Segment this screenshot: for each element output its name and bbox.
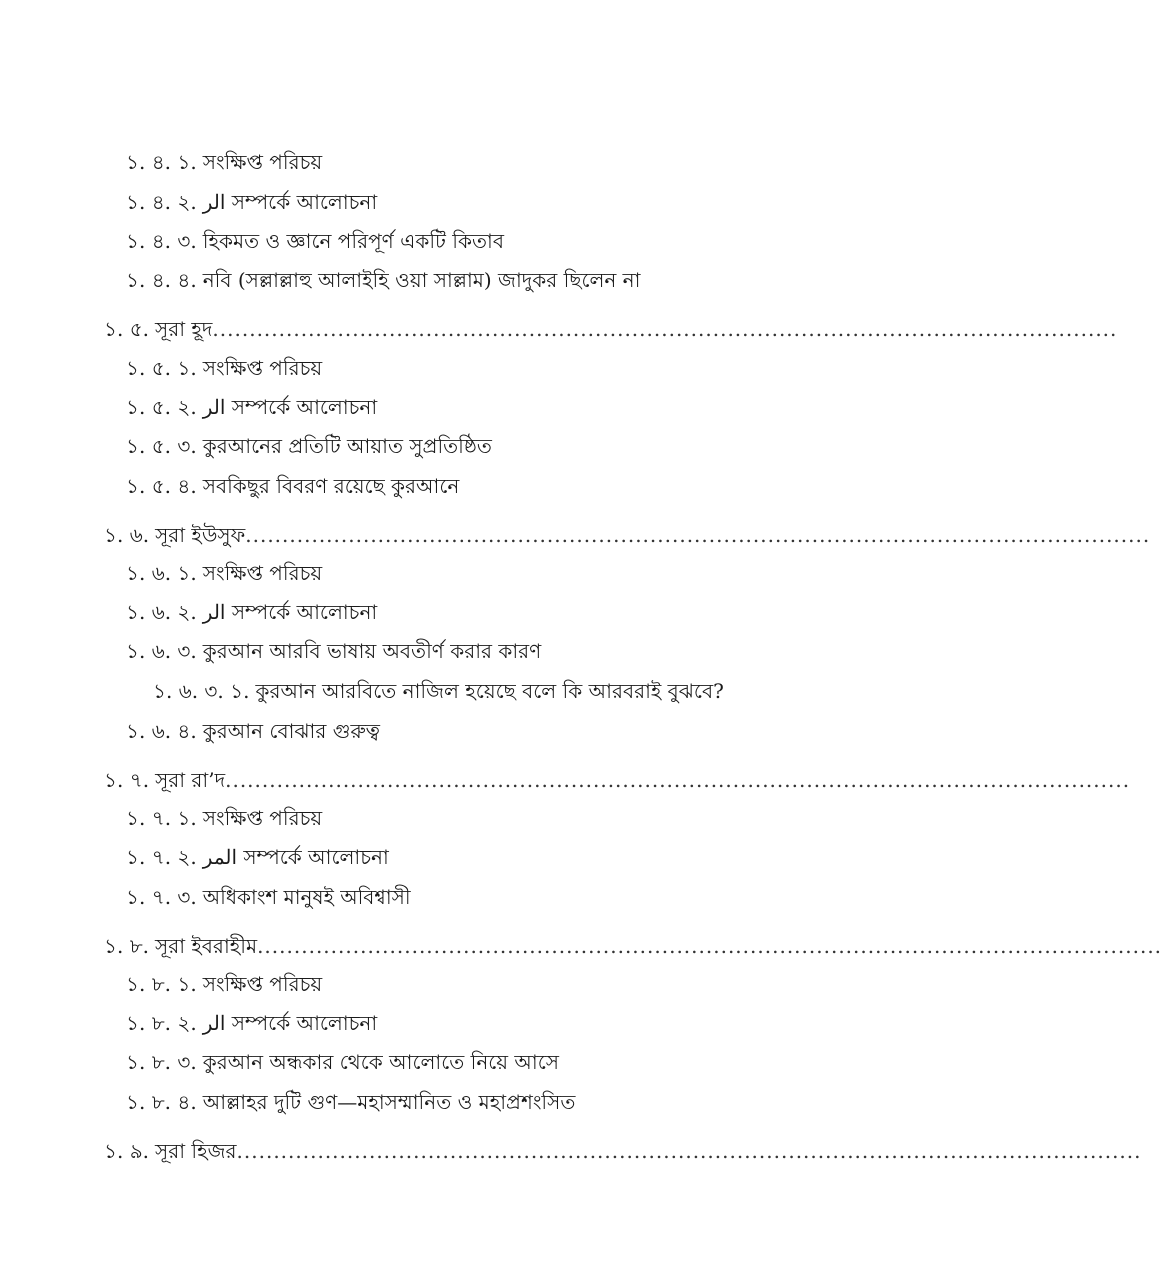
toc-subsubsection-entry [153, 678, 724, 704]
entry-title: সূরা হিজর [155, 1139, 237, 1163]
entry-number: ১. ৪. ১. [126, 150, 197, 174]
entry-title: সংক্ষিপ্ত পরিচয় [202, 972, 323, 996]
toc-subsection-entry [126, 1049, 559, 1075]
entry-title: অধিকাংশ মানুষই অবিশ্বাসী [202, 885, 411, 909]
entry-title: কুরআন অন্ধকার থেকে আলোতে নিয়ে আসে [202, 1050, 560, 1074]
entry-number: ১. ৭. [104, 768, 150, 792]
entry-number: ১. ৪. ৪. [126, 268, 197, 292]
toc-subsection-entry [126, 718, 380, 744]
entry-number: ১. ৭. ২. [126, 845, 197, 869]
entry-number: ১. ৭. ১. [126, 806, 197, 830]
entry-title: নবি (সল্লাল্লাহু আলাইহি ওয়া সাল্লাম) জাদুকর ছিলেন না [202, 268, 641, 292]
entry-number: ১. ৬. ২. [126, 600, 197, 624]
dot-leader: ........................................................................................................................... [245, 523, 1151, 547]
entry-title: সূরা হূদ [155, 317, 213, 341]
entry-title: সূরা ইউসুফ [155, 523, 246, 547]
entry-title: কুরআন আরবিতে নাজিল হয়েছে বলে কি আরবরাই বুঝবে? [255, 679, 724, 703]
toc-subsection-entry [126, 971, 322, 997]
toc-subsection-entry [126, 473, 459, 499]
entry-title: কুরআন বোঝার গুরুত্ব [202, 719, 381, 743]
entry-title: الر সম্পর্কে আলোচনা [202, 1011, 378, 1035]
entry-number: ১. ৬. ১. [126, 561, 197, 585]
entry-number: ১. ৪. ২. [126, 190, 197, 214]
entry-number: ১. ৫. ২. [126, 395, 197, 419]
toc-subsection-entry [126, 149, 322, 175]
entry-title: সূরা রা’দ [155, 768, 226, 792]
entry-title: সংক্ষিপ্ত পরিচয় [202, 150, 323, 174]
entry-number: ১. ৮. [104, 934, 150, 958]
entry-number: ১. ৪. ৩. [126, 229, 197, 253]
entry-title: কুরআনের প্রতিটি আয়াত সুপ্রতিষ্ঠিত [202, 434, 492, 458]
entry-title: الر সম্পর্কে আলোচনা [202, 600, 378, 624]
entry-number: ১. ৯. [104, 1139, 150, 1163]
toc-subsection-entry [126, 355, 322, 381]
entry-title: আল্লাহর দুটি গুণ—মহাসম্মানিত ও মহাপ্রশংসিত [202, 1090, 576, 1114]
entry-title: সবকিছুর বিবরণ রয়েছে কুরআনে [202, 474, 460, 498]
toc-subsection-entry [126, 560, 322, 586]
toc-subsection-entry [126, 599, 377, 625]
entry-number: ১. ৫. ১. [126, 356, 197, 380]
entry-number: ১. ৬. ৩. ১. [153, 679, 250, 703]
toc-subsection-entry [126, 884, 411, 910]
entry-title: সংক্ষিপ্ত পরিচয় [202, 561, 323, 585]
dot-leader: ........................................................................................................................... [212, 317, 1118, 341]
entry-number: ১. ৮. ৩. [126, 1050, 197, 1074]
entry-title: সংক্ষিপ্ত পরিচয় [202, 356, 323, 380]
entry-title: কুরআন আরবি ভাষায় অবতীর্ণ করার কারণ [202, 639, 542, 663]
toc-subsection-entry [126, 844, 389, 870]
toc-subsection-entry [126, 638, 541, 664]
toc-section-entry [104, 522, 1151, 548]
dot-leader: ........................................................................................................................... [257, 934, 1162, 958]
entry-number: ১. ৫. ৪. [126, 474, 197, 498]
entry-number: ১. ৭. ৩. [126, 885, 197, 909]
entry-number: ১. ৮. ১. [126, 972, 197, 996]
toc-subsection-entry [126, 1010, 377, 1036]
toc-subsection-entry [126, 1089, 575, 1115]
toc-subsection-entry [126, 433, 492, 459]
toc-section-entry [104, 767, 1131, 793]
entry-title: المر সম্পর্কে আলোচনা [202, 845, 389, 869]
entry-number: ১. ৬. ৩. [126, 639, 197, 663]
dot-leader: ........................................................................................................................... [236, 1139, 1142, 1163]
toc-subsection-entry [126, 267, 640, 293]
dot-leader: ........................................................................................................................... [225, 768, 1131, 792]
entry-number: ১. ৬. [104, 523, 150, 547]
entry-number: ১. ৫. [104, 317, 150, 341]
toc-subsection-entry [126, 394, 377, 420]
toc-section-entry [104, 933, 1162, 959]
entry-number: ১. ৬. ৪. [126, 719, 197, 743]
toc-section-entry [104, 1138, 1142, 1164]
toc-section-entry [104, 316, 1118, 342]
entry-title: الر সম্পর্কে আলোচনা [202, 395, 378, 419]
toc-subsection-entry [126, 228, 504, 254]
entry-title: সূরা ইবরাহীম [155, 934, 258, 958]
entry-number: ১. ৫. ৩. [126, 434, 197, 458]
toc-subsection-entry [126, 805, 322, 831]
entry-number: ১. ৮. ৪. [126, 1090, 197, 1114]
entry-title: সংক্ষিপ্ত পরিচয় [202, 806, 323, 830]
entry-title: হিকমত ও জ্ঞানে পরিপূর্ণ একটি কিতাব [202, 229, 504, 253]
toc-subsection-entry [126, 189, 377, 215]
entry-title: الر সম্পর্কে আলোচনা [202, 190, 378, 214]
entry-number: ১. ৮. ২. [126, 1011, 197, 1035]
